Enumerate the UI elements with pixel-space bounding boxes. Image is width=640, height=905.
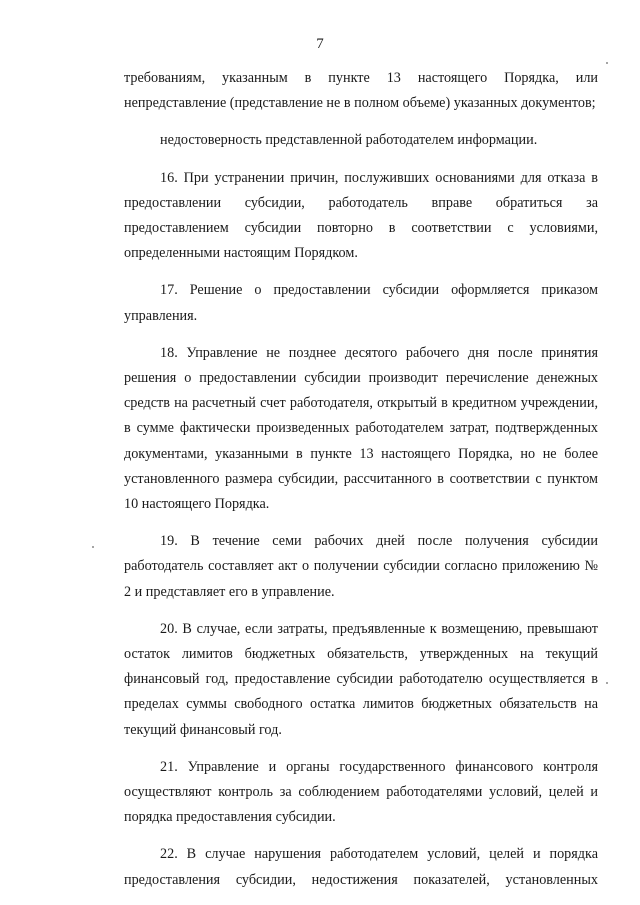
paragraph-18: 18. Управление не позднее десятого рабочего дня после принятия решения о предоставлении субсидии производит перечисление денежных средств на расчетный счет работодателя, открытый в кредитном учреждении, в сумме фактически произведенных работодателем затрат, подтвержденных документами, указанными в пункте 13 настоящего Порядка, но не более установленного размера субсидии, рассчитанного в соответствии с пунктом 10 настоящего Порядка.	[124, 344, 598, 513]
paragraph-16: 16. При устранении причин, послуживших основаниями для отказа в предоставлении субсидии, работодатель вправе обратиться за предоставлением субсидии повторно в соответствии с условиями, определенными настоящим Порядком.	[124, 169, 598, 262]
page-number: 7	[316, 36, 324, 52]
paragraph-21: 21. Управление и органы государственного финансового контроля осуществляют контроль за соблюдением работодателями условий, целей и порядка предоставления субсидии.	[124, 758, 598, 826]
scan-speck	[606, 682, 608, 684]
scan-speck	[92, 546, 94, 548]
document-body	[124, 66, 598, 905]
paragraph-15-continuation: требованиям, указанным в пункте 13 настоящего Порядка, или непредставление (представление не в полном объеме) указанных документов;	[124, 70, 598, 112]
paragraph-20: 20. В случае, если затраты, предъявленные к возмещению, превышают остаток лимитов бюджетных обязательств, утвержденных на текущий финансовый год, предоставление субсидии работодателю осуществляется в пределах суммы свободного остатка лимитов бюджетных обязательств на текущий финансовый год.	[124, 620, 598, 738]
paragraph-22-start: 22. В случае нарушения работодателем условий, целей и порядка предоставления субсидии, недостижения показателей, установленных	[124, 846, 598, 888]
paragraph-15-last-item: недостоверность представленной работодателем информации.	[160, 132, 538, 149]
paragraph-17: 17. Решение о предоставлении субсидии оформляется приказом управления.	[124, 282, 598, 324]
scan-speck	[606, 62, 608, 64]
paragraph-19: 19. В течение семи рабочих дней после получения субсидии работодатель составляет акт о получении субсидии согласно приложению № 2 и представляет его в управление.	[124, 533, 598, 600]
